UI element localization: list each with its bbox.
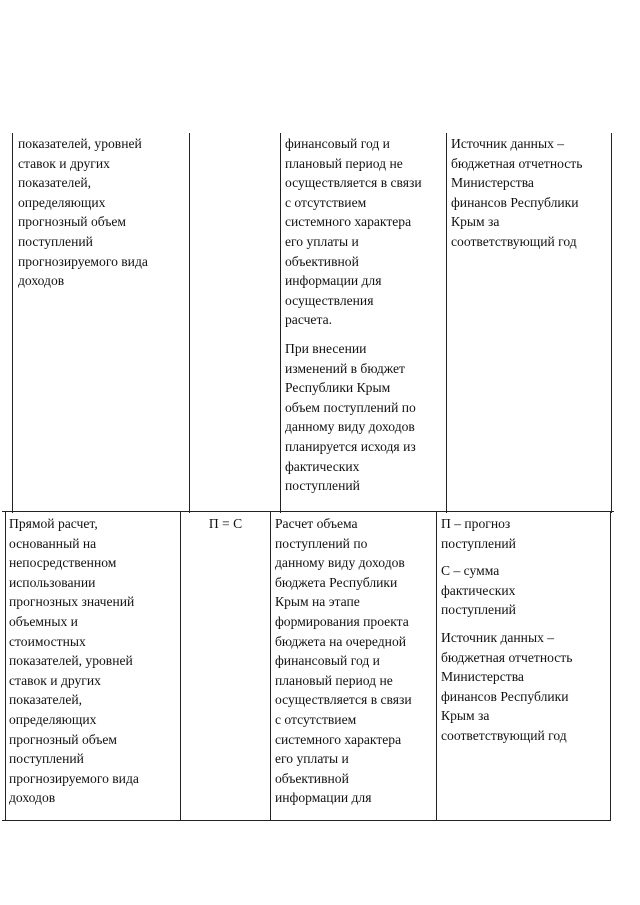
note-paragraph: П – прогноз поступлений	[441, 516, 516, 551]
grid-line	[5, 511, 6, 821]
grid-line	[180, 511, 181, 821]
method-text: Прямой расчет, основанный на непосредственном использовании прогнозных значений объемных и стоимостных показателей, уровней ставок и других показателей, определяющих прогнозный объем поступлений прогнозируемого вида доходов	[9, 516, 139, 806]
grid-line	[270, 511, 271, 821]
method-text: показателей, уровней ставок и других показателей, определяющих прогнозный объем поступлений прогнозируемого вида доходов	[18, 136, 148, 289]
grid-line	[12, 133, 13, 513]
method-cell	[18, 134, 186, 291]
table-bottom-line	[2, 820, 611, 821]
grid-line	[280, 133, 281, 513]
grid-line	[446, 133, 447, 513]
notes-cell	[441, 514, 611, 746]
method-cell	[9, 514, 179, 808]
notes-cell	[451, 134, 613, 252]
description-paragraph: Расчет объема поступлений по данному виду доходов бюджета Республики Крым на этапе формирования проекта бюджета на очередной финансовый год и плановый период не осуществляется в связи с отсутствием системного характера его уплаты и объективной информации для	[275, 516, 412, 806]
description-cell	[275, 514, 437, 808]
formula-text: П = С	[208, 516, 243, 531]
description-paragraph: При внесении изменений в бюджет Республики Крым объем поступлений по данному виду доходов планируется исходя из фактических поступлений	[285, 340, 416, 494]
note-paragraph: С – сумма фактических поступлений	[441, 563, 516, 618]
description-paragraph: финансовый год и плановый период не осуществляется в связи с отсутствием системного характера его уплаты и объективной информации для осуществления расчета.	[285, 136, 422, 328]
description-cell	[285, 134, 445, 496]
note-paragraph: Источник данных – бюджетная отчетность Министерства финансов Республики Крым за соответствующий год	[441, 629, 573, 743]
grid-line	[189, 133, 190, 513]
formula-cell	[181, 514, 270, 534]
row-separator	[2, 511, 614, 512]
note-paragraph: Источник данных – бюджетная отчетность Министерства финансов Республики Крым за соответствующий год	[451, 136, 583, 249]
